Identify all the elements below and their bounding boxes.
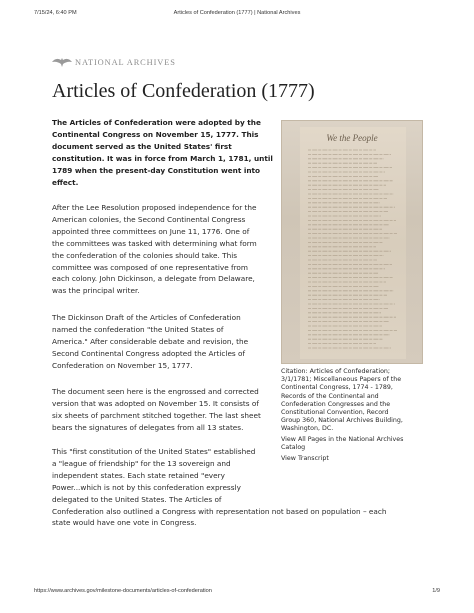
- lead-line: Continental Congress on November 15, 1777. This: [52, 129, 259, 139]
- citation-line: 3/1/1781; Miscellaneous Papers of the: [281, 376, 402, 384]
- eagle-logo-icon: [51, 56, 73, 68]
- paragraph-engrossed-version: [52, 386, 282, 434]
- citation-line: Washington, DC.: [281, 425, 334, 433]
- citation-line: Group 360, National Archives Building,: [281, 417, 403, 425]
- paragraph-line: each colony. John Dickinson, a delegate from Delaware,: [52, 274, 255, 284]
- paragraph-lee-resolution: [52, 202, 282, 297]
- paragraph-line: the committees was tasked with determining what form: [52, 238, 257, 248]
- paragraph-line: bears the signatures of delegates from all 13 states.: [52, 422, 244, 432]
- paragraph-line: America." After considerable debate and revision, the: [52, 336, 249, 346]
- paragraph-line: six sheets of parchment stitched together. The last sheet: [52, 410, 261, 420]
- parchment-heading: We the People: [326, 133, 378, 143]
- transcript-link[interactable]: View Transcript: [281, 455, 329, 462]
- citation-line: Constitutional Convention, Record: [281, 409, 389, 417]
- articles-document-image[interactable]: [281, 120, 423, 364]
- citation-line: Citation: Articles of Confederation;: [281, 368, 391, 375]
- paragraph-line: The document seen here is the engrossed and corrected: [52, 387, 259, 396]
- lead-line: 1789 when the present-day Constitution went into: [52, 165, 261, 175]
- paragraph-line: named the confederation "the United States of: [52, 324, 224, 334]
- paragraph-line: The Dickinson Draft of the Articles of Confederation: [52, 313, 241, 322]
- paragraph-line: was the principal writer.: [52, 286, 140, 296]
- paragraph-line: Confederation on November 15, 1777.: [52, 360, 193, 370]
- parchment-script-lines: [306, 147, 400, 355]
- paragraph-line: delegated to the United States. The Articles of: [52, 494, 222, 504]
- lead-line: constitution. It was in force from March 1, 1781, until: [52, 153, 273, 163]
- paragraph-line: American colonies, the Second Continental Congress: [52, 214, 246, 224]
- paragraph-line: Confederation also outlined a Congress with representation not based on population – each: [52, 506, 387, 516]
- citation-line: Continental Congress, 1774 - 1789,: [281, 384, 393, 392]
- print-footer-url: https://www.archives.gov/milestone-documents/articles-of-confederation: [34, 588, 212, 594]
- catalog-link-line: View All Pages in the National Archives: [281, 436, 404, 443]
- catalog-link-line: Catalog: [281, 444, 306, 452]
- national-archives-logo[interactable]: [51, 56, 176, 68]
- print-header-datetime: 7/15/24, 6:40 PM: [34, 10, 77, 16]
- image-citation: [281, 368, 425, 434]
- paragraph-line: This "first constitution of the United States" established: [52, 447, 256, 456]
- lead-line: document served as the United States' first: [52, 141, 232, 151]
- print-header-title: Articles of Confederation (1777) | National Archives: [173, 10, 301, 16]
- paragraph-line: version that was adopted on November 15. It consists of: [52, 398, 259, 408]
- print-footer-page: 1/9: [432, 588, 440, 594]
- page-title: Articles of Confederation (1777): [52, 80, 315, 102]
- paragraph-line: a "league of friendship" for the 13 sovereign and: [52, 458, 231, 468]
- paragraph-line: appointed three committees on June 11, 1776. One of: [52, 226, 250, 236]
- paragraph-line: state would have one vote in Congress.: [52, 518, 197, 528]
- citation-line: Confederation Congresses and the: [281, 400, 391, 408]
- paragraph-dickinson-draft: [52, 312, 282, 372]
- lead-paragraph: [52, 117, 274, 188]
- paragraph-line: After the Lee Resolution proposed independence for the: [52, 203, 257, 212]
- catalog-link[interactable]: [281, 436, 431, 452]
- logo-text: NATIONAL ARCHIVES: [75, 57, 176, 67]
- paragraph-line: independent states. Each state retained "every: [52, 470, 225, 480]
- citation-line: Records of the Continental and: [281, 392, 379, 400]
- paragraph-line: Power...which is not by this confederation expressly: [52, 482, 241, 492]
- lead-line: The Articles of Confederation were adopted by the: [52, 118, 261, 127]
- lead-line: effect.: [52, 177, 79, 187]
- paragraph-line: the confederation of the colonies should take. This: [52, 250, 238, 260]
- paragraph-line: Second Continental Congress adopted the Articles of: [52, 348, 246, 358]
- paragraph-line: committee was composed of one representative from: [52, 262, 249, 272]
